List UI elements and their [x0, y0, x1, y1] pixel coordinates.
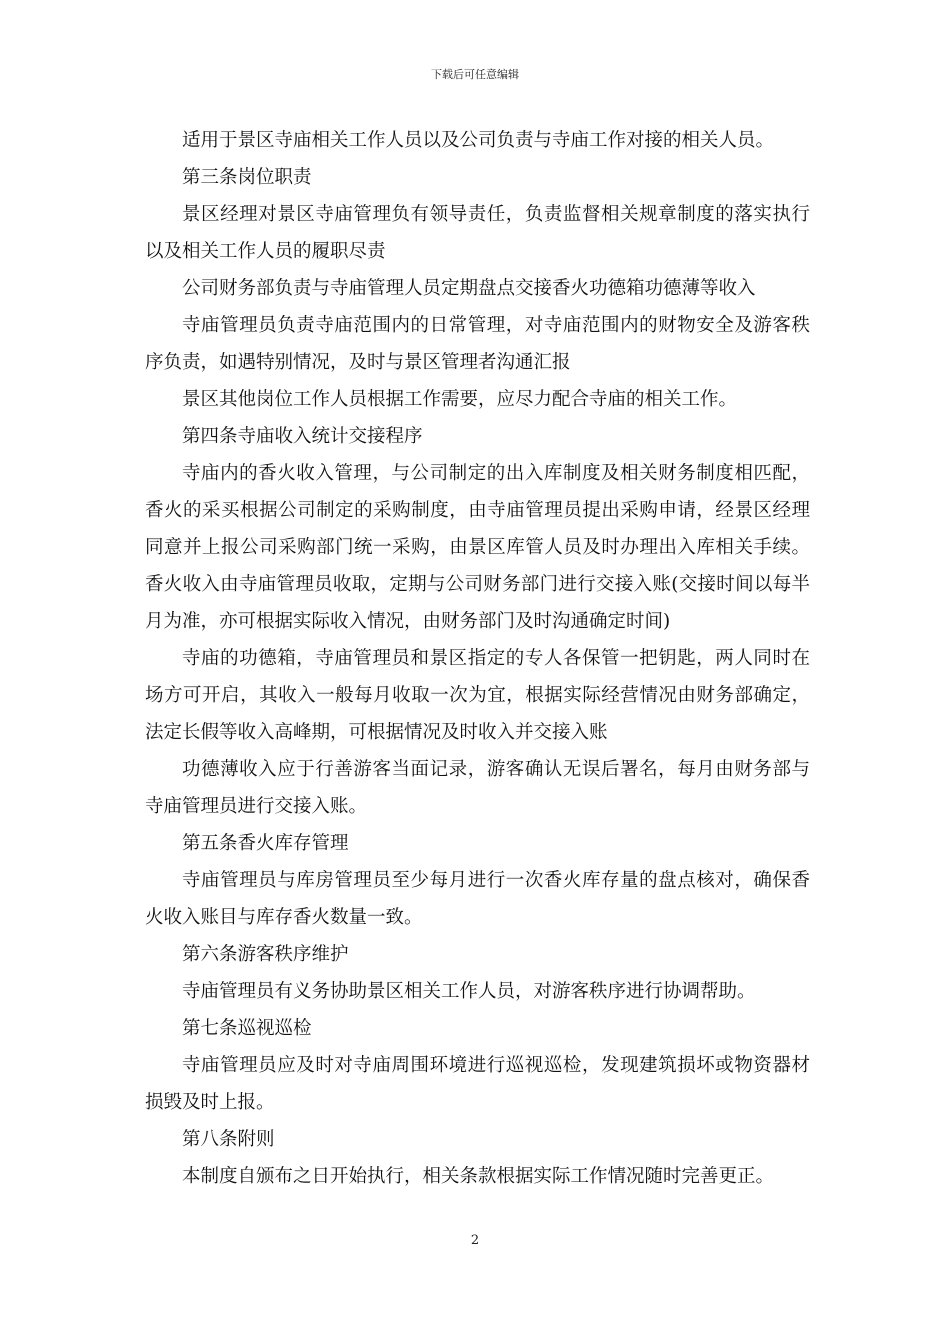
paragraph-inventory-check: 寺庙管理员与库房管理员至少每月进行一次香火库存量的盘点核对，确保香火收入账目与库存香火数量一致。 [145, 870, 810, 928]
heading-article-5: 第五条香火库存管理 [182, 833, 349, 854]
paragraph-effective-date: 本制度自颁布之日开始执行，相关条款根据实际工作情况随时完善更正。 [182, 1166, 775, 1187]
paragraph-merit-book: 功德薄收入应于行善游客当面记录，游客确认无误后署名，每月由财务部与寺庙管理员进行交接入账。 [145, 759, 810, 817]
paragraph-donation-box: 寺庙的功德箱，寺庙管理员和景区指定的专人各保管一把钥匙，两人同时在场方可开启，其收入一般每月收取一次为宜，根据实际经营情况由财务部确定，法定长假等收入高峰期，可根据情况及时收入并交接入账 [145, 648, 810, 743]
heading-article-8: 第八条附则 [182, 1129, 275, 1150]
page-number: 2 [470, 1233, 480, 1248]
heading-article-3: 第三条岗位职责 [182, 167, 312, 188]
heading-article-7: 第七条巡视巡检 [182, 1018, 312, 1039]
heading-article-4: 第四条寺庙收入统计交接程序 [182, 426, 423, 447]
paragraph-incense-income: 寺庙内的香火收入管理，与公司制定的出入库制度及相关财务制度相匹配，香火的采买根据公司制定的采购制度，由寺庙管理员提出采购申请，经景区经理同意并上报公司采购部门统一采购，由景区库管人员及时办理出入库相关手续。香火收入由寺庙管理员收取，定期与公司财务部门进行交接入账(交接时间以每半月为准，亦可根据实际收入情况，由财务部门及时沟通确定时间) [145, 463, 810, 632]
paragraph-finance-duty: 公司财务部负责与寺庙管理人员定期盘点交接香火功德箱功德薄等收入 [182, 278, 756, 299]
paragraph-patrol: 寺庙管理员应及时对寺庙周围环境进行巡视巡检，发现建筑损坏或物资器材损毁及时上报。 [145, 1055, 810, 1113]
paragraph-scope: 适用于景区寺庙相关工作人员以及公司负责与寺庙工作对接的相关人员。 [182, 130, 775, 151]
paragraph-other-staff-duty: 景区其他岗位工作人员根据工作需要，应尽力配合寺庙的相关工作。 [182, 389, 738, 410]
paragraph-visitor-order: 寺庙管理员有义务协助景区相关工作人员，对游客秩序进行协调帮助。 [182, 981, 756, 1002]
page-header: 下载后可任意编辑 [431, 68, 519, 81]
heading-article-6: 第六条游客秩序维护 [182, 944, 349, 965]
paragraph-temple-admin-duty: 寺庙管理员负责寺庙范围内的日常管理，对寺庙范围内的财物安全及游客秩序负责，如遇特别情况，及时与景区管理者沟通汇报 [145, 315, 810, 373]
document-body [145, 122, 810, 1195]
paragraph-manager-duty: 景区经理对景区寺庙管理负有领导责任，负责监督相关规章制度的落实执行以及相关工作人员的履职尽责 [145, 204, 810, 262]
